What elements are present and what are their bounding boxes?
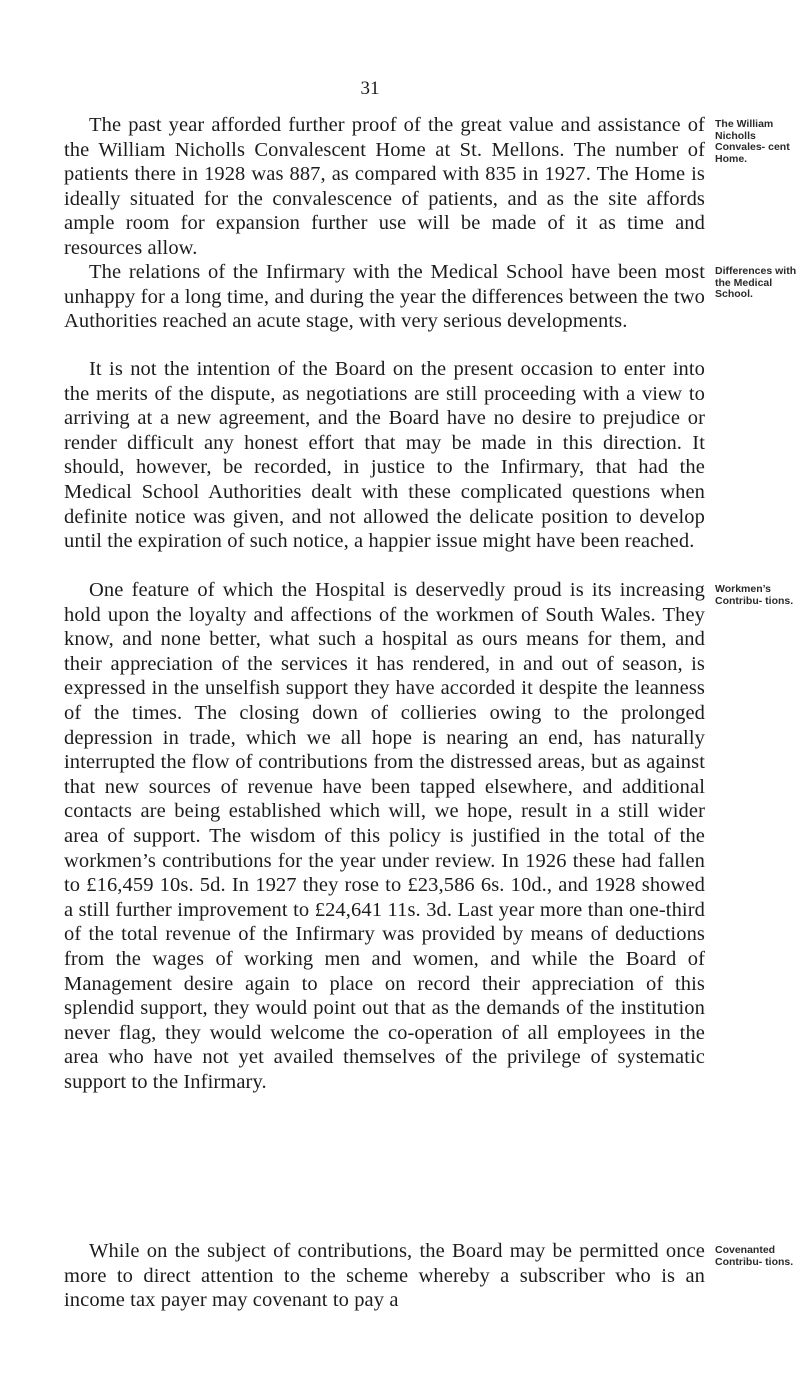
paragraph-covenanted-contributions: While on the subject of contributions, the Board may be permitted once more to direct attention to the scheme whereby a subscriber who is an income tax payer may covenant to pay a (64, 1240, 705, 1312)
margin-note-medical-school: Differences with the Medical School. (715, 265, 797, 300)
margin-note-covenanted-contributions: Covenanted Contribu- tions. (715, 1244, 794, 1268)
paragraph-board-intention: It is not the intention of the Board on the present occasion to enter into the merits of the dispute, as negotiations are still proceeding with a view to arriving at a new agreement, and the Board have no desire to prejudice or render difficult any honest effort that may be made in this direction. It should, however, be recorded, in justice to the Infirmary, that had the Medical School Authorities dealt with these complicated questions when definite notice was given, and not allowed the delicate position to develop until the expiration of such notice, a happier issue might have been reached. (64, 358, 705, 553)
paragraph-workmens-contributions: One feature of which the Hospital is deservedly proud is its increasing hold upon the loyalty and affections of the workmen of South Wales. They know, and none better, what such a hospital as ours means for them, and their appreciation of the services it has rendered, in and out of season, is expressed in the unselfish support they have accorded it despite the leanness of the times. The closing down of collieries owing to the prolonged depression in trade, which we all hope is nearing an end, has naturally interrupted the flow of contributions from the distressed areas, but as against that new sources of revenue have been tapped elsewhere, and additional contacts are being established which will, we hope, result in a still wider area of support. The wisdom of this policy is justified in the total of the workmen’s contributions for the year under review. In 1926 these had fallen to £16,459 10s. 5d. In 1927 they rose to £23,586 6s. 10d., and 1928 showed a still further improvement to £24,641 11s. 3d. Last year more than one-third of the total revenue of the Infirmary was provided by means of deductions from the wages of working men and women, and while the Board of Management desire again to place on record their appreciation of this splendid support, they would point out that as the demands of the institution never flag, they would welcome the co-operation of all employees in the area who have not yet availed themselves of the privilege of systematic support to the Infirmary. (64, 579, 705, 1093)
page-number: 31 (360, 78, 380, 99)
paragraph-medical-school: The relations of the Infirmary with the Medical School have been most unhappy for a long time, and during the year the differences between the two Authorities reached an acute stage, with very serious developments. (64, 261, 705, 333)
margin-note-convalescent-home: The William Nicholls Convales- cent Home. (715, 118, 790, 165)
paragraph-convalescent-home: The past year afforded further proof of the great value and assistance of the William Nicholls Convalescent Home at St. Mellons. The number of patients there in 1928 was 887, as compared with 835 in 1927. The Home is ideally situated for the convalescence of patients, and as the site affords ample room for expansion further use will be made of it as time and resources allow. (64, 114, 705, 259)
margin-note-workmens-contributions: Workmen’s Contribu- tions. (715, 583, 794, 607)
